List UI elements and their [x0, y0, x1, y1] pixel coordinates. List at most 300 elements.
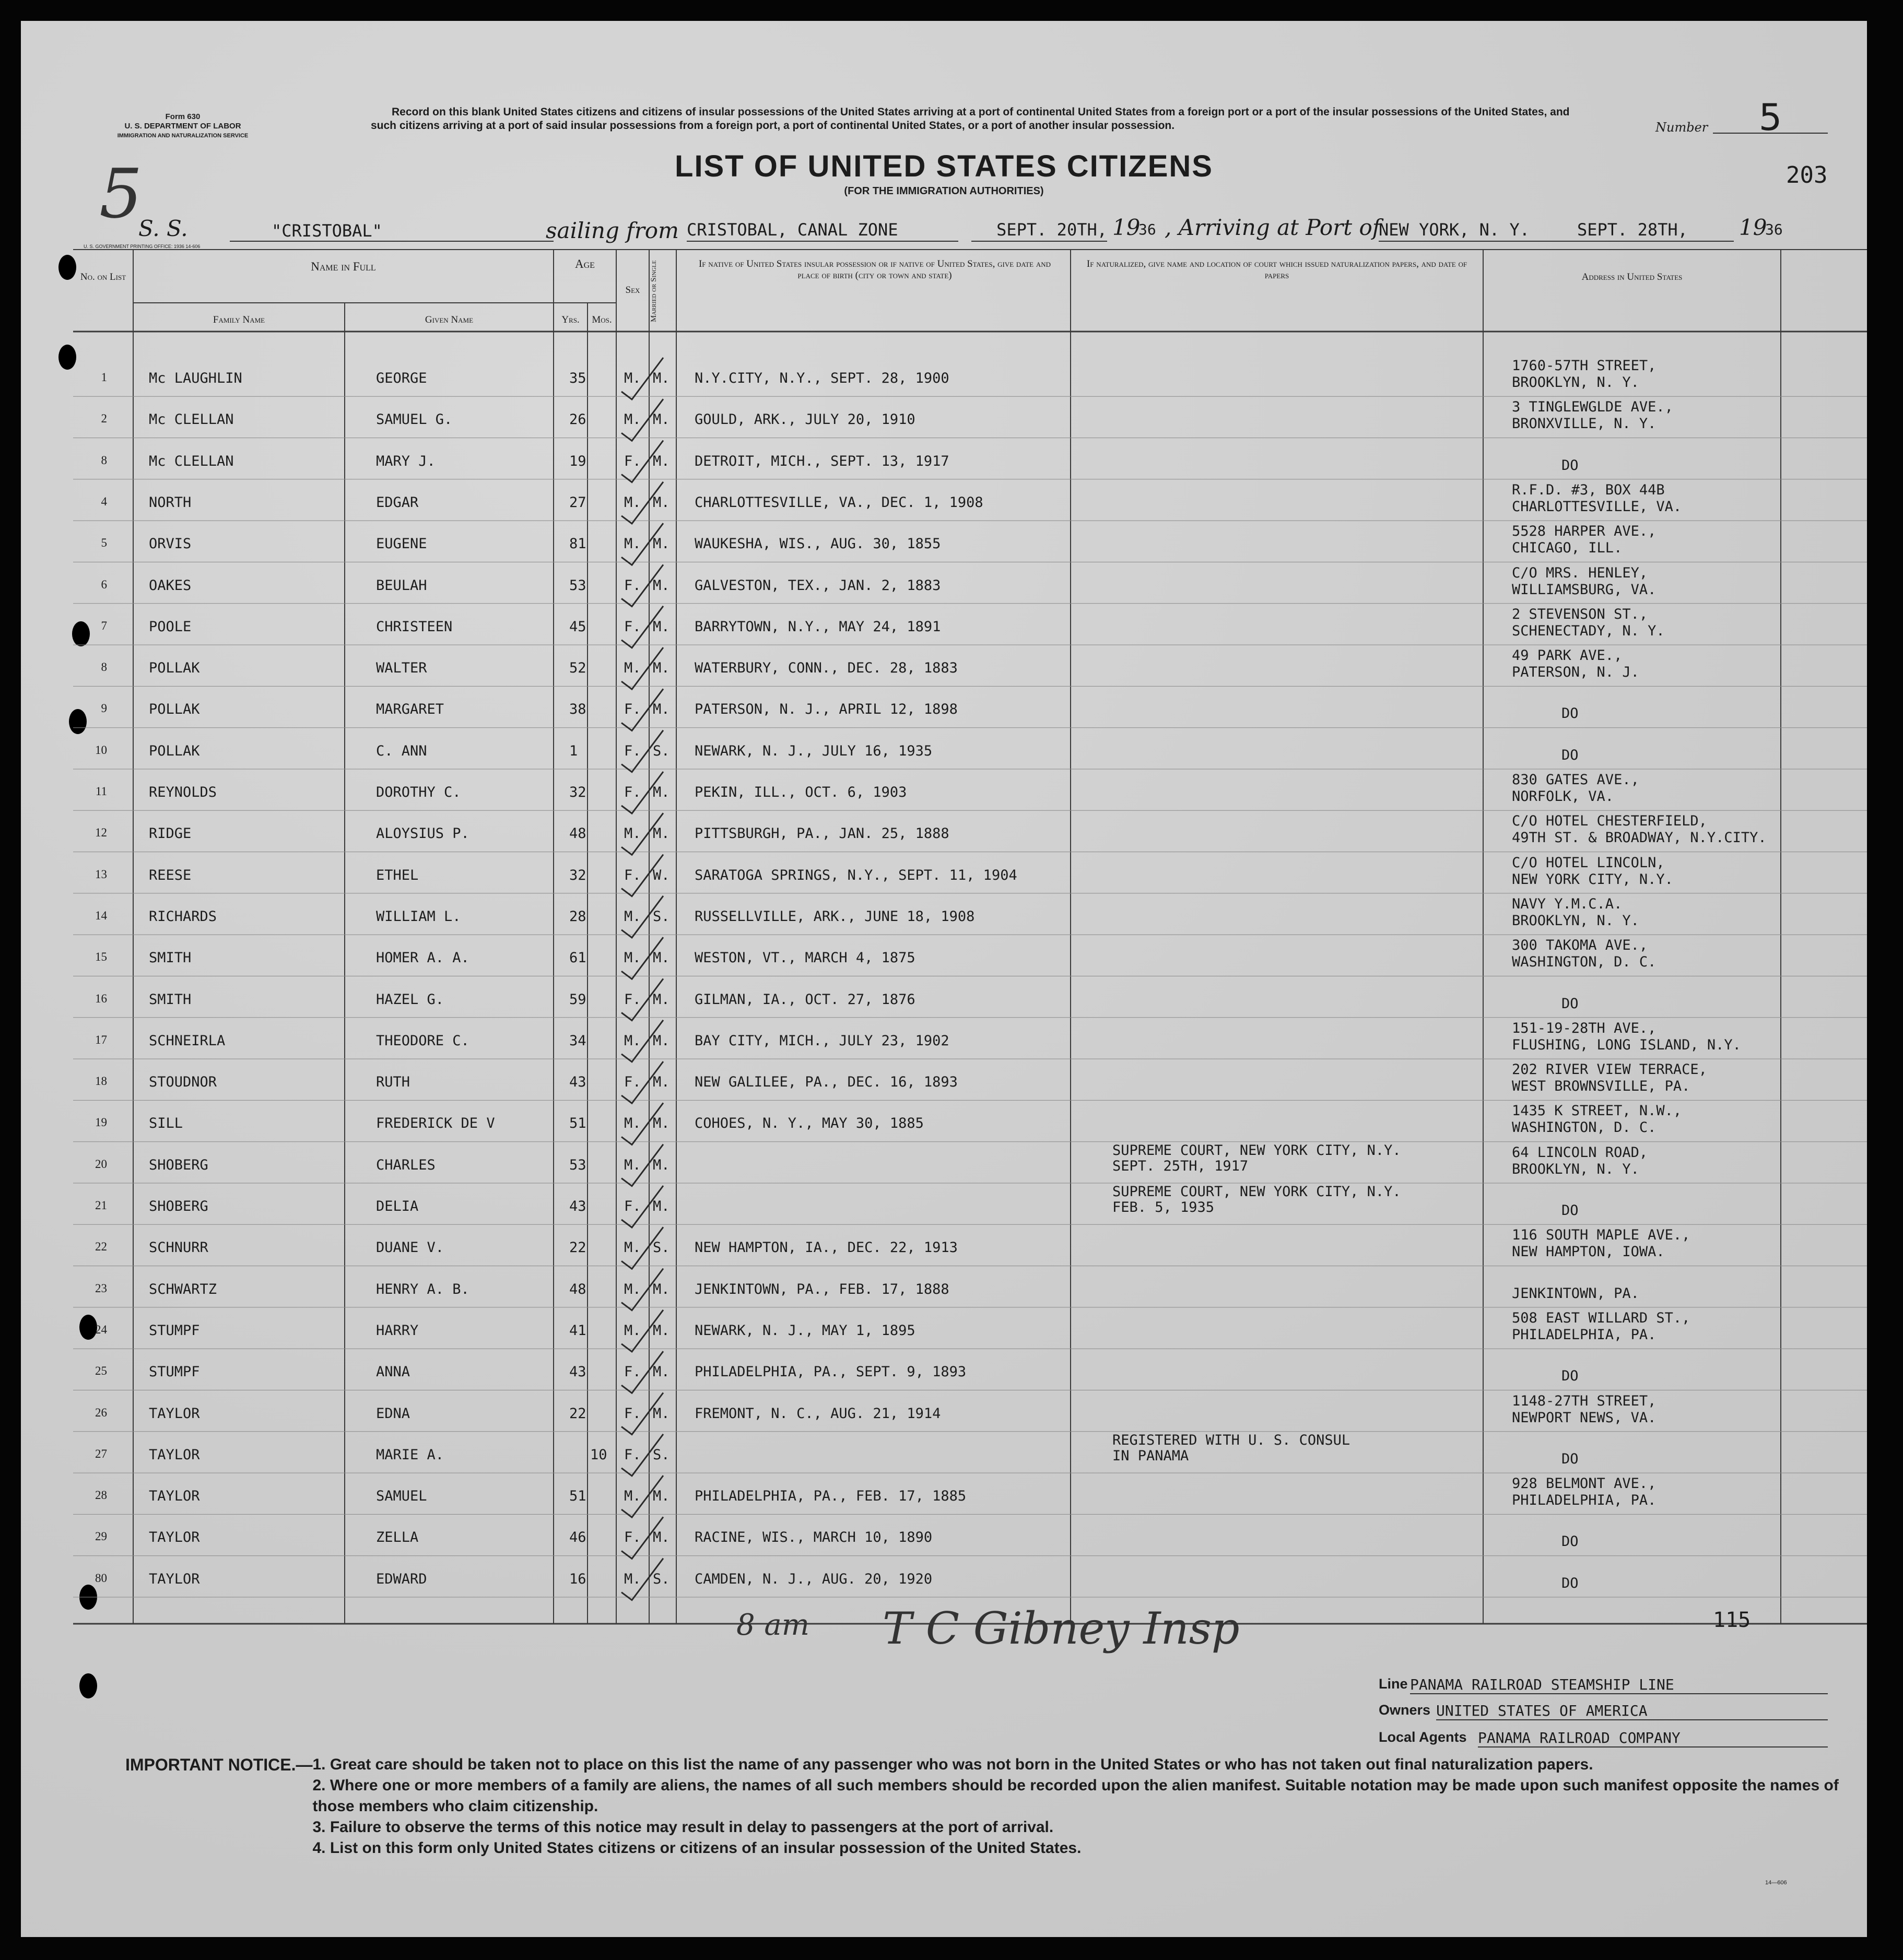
printer-note: U. S. GOVERNMENT PRINTING OFFICE: 1936 14-606	[84, 244, 201, 249]
cell-addr1: 2 STEVENSON ST.,	[1512, 606, 1648, 622]
cell-yrs: 34	[569, 1032, 586, 1049]
cell-addr2: DO	[1561, 1575, 1579, 1591]
cell-yrs: 43	[569, 1198, 586, 1214]
cell-family: SMITH	[149, 991, 192, 1008]
cell-given: HARRY	[376, 1322, 419, 1339]
cell-sex: F.	[624, 577, 641, 594]
cell-sex: F.	[624, 453, 641, 469]
margin-mark: 5	[99, 154, 143, 233]
cell-sex: M.	[624, 1156, 641, 1173]
cell-given: RUTH	[376, 1074, 410, 1091]
cell-addr2: NEWPORT NEWS, VA.	[1512, 1409, 1657, 1426]
cell-sex: M.	[624, 1571, 641, 1587]
cell-addr1: R.F.D. #3, BOX 44B	[1512, 481, 1665, 498]
cell-sex: F.	[624, 1405, 641, 1422]
cell-no: 28	[95, 1489, 107, 1502]
cell-addr2: DO	[1561, 1533, 1579, 1550]
cell-given: EDNA	[376, 1405, 410, 1422]
cell-birth: NEWARK, N. J., MAY 1, 1895	[695, 1322, 915, 1339]
cell-yrs: 52	[569, 660, 586, 677]
cell-ms: M.	[653, 411, 670, 428]
cell-addr2: NEW HAMPTON, IOWA.	[1512, 1244, 1665, 1260]
cell-addr2: PATERSON, N. J.	[1512, 664, 1639, 681]
cell-yrs: 61	[569, 950, 586, 966]
cell-ms: M.	[653, 1322, 670, 1339]
cell-family: POLLAK	[149, 660, 200, 677]
cell-addr2: DO	[1561, 747, 1579, 763]
cell-no: 16	[95, 991, 107, 1005]
cell-family: TAYLOR	[149, 1405, 200, 1422]
col-address: Address in United States	[1581, 271, 1683, 282]
cell-no: 29	[95, 1530, 107, 1543]
cell-nat2: IN PANAMA	[1112, 1447, 1189, 1464]
cell-sex: M.	[624, 660, 641, 677]
cell-addr2: NEW YORK CITY, N.Y.	[1512, 871, 1673, 888]
cell-addr2: FLUSHING, LONG ISLAND, N.Y.	[1512, 1036, 1741, 1053]
arrival-date: SEPT. 28TH,	[1577, 220, 1688, 240]
year-prefix-2: 19	[1739, 215, 1767, 240]
col-yrs: Yrs.	[561, 314, 580, 325]
cell-birth: RACINE, WIS., MARCH 10, 1890	[695, 1529, 933, 1546]
cell-sex: M.	[624, 1115, 641, 1132]
cell-ms: M.	[653, 660, 670, 677]
cell-given: FREDERICK DE V	[376, 1115, 495, 1132]
year-suffix: 36	[1138, 221, 1156, 238]
cell-given: DOROTHY C.	[376, 784, 461, 800]
cell-given: SAMUEL	[376, 1488, 427, 1505]
cell-addr2: 49TH ST. & BROADWAY, N.Y.CITY.	[1512, 830, 1767, 846]
cell-sex: M.	[624, 494, 641, 511]
cell-given: THEODORE C.	[376, 1032, 469, 1049]
cell-ms: M.	[653, 1198, 670, 1214]
cell-birth: N.Y.CITY, N.Y., SEPT. 28, 1900	[695, 370, 949, 386]
cell-family: SCHNEIRLA	[149, 1032, 226, 1049]
cell-sex: F.	[624, 618, 641, 635]
cell-no: 27	[95, 1447, 107, 1460]
cell-ms: S.	[653, 742, 670, 759]
cell-yrs: 28	[569, 908, 586, 925]
cell-family: STUMPF	[149, 1364, 200, 1380]
cell-addr2: BROOKLYN, N. Y.	[1512, 374, 1639, 391]
cell-addr2: PHILADELPHIA, PA.	[1512, 1492, 1657, 1509]
cell-birth: CHARLOTTESVILLE, VA., DEC. 1, 1908	[695, 494, 983, 511]
cell-given: WALTER	[376, 660, 427, 677]
cell-ms: M.	[653, 1115, 670, 1132]
cell-sex: F.	[624, 1364, 641, 1380]
cell-given: EDGAR	[376, 494, 419, 511]
cell-yrs: 53	[569, 1156, 586, 1173]
cell-no: 13	[95, 867, 107, 881]
manifest-sheet	[21, 21, 1867, 1937]
cell-family: TAYLOR	[149, 1488, 200, 1505]
owners-value: UNITED STATES OF AMERICA	[1436, 1702, 1828, 1720]
cell-ms: M.	[653, 1405, 670, 1422]
cell-ms: M.	[653, 1032, 670, 1049]
cell-yrs: 19	[569, 453, 586, 469]
cell-addr1: 3 TINGLEWGLDE AVE.,	[1512, 399, 1673, 416]
cell-sex: F.	[624, 867, 641, 883]
cell-sex: M.	[624, 825, 641, 842]
cell-family: REESE	[149, 867, 192, 883]
cell-no: 14	[95, 908, 107, 922]
cell-addr1: 928 BELMONT AVE.,	[1512, 1475, 1657, 1492]
cell-ms: M.	[653, 1156, 670, 1173]
owners-field	[1379, 1702, 1828, 1718]
cell-yrs: 45	[569, 618, 586, 635]
owners-label: Owners	[1379, 1702, 1431, 1718]
cell-ms: W.	[653, 867, 670, 883]
cell-no: 8	[101, 660, 107, 674]
cell-birth: GILMAN, IA., OCT. 27, 1876	[695, 991, 915, 1008]
cell-yrs: 43	[569, 1364, 586, 1380]
col-given-name: Given Name	[425, 314, 474, 325]
cell-addr1: C/O HOTEL LINCOLN,	[1512, 854, 1665, 871]
cell-addr1: 1148-27TH STREET,	[1512, 1392, 1657, 1409]
cell-given: HENRY A. B.	[376, 1281, 469, 1297]
cell-ms: M.	[653, 1529, 670, 1546]
form-number: Form 630	[165, 112, 201, 121]
col-name-in-full: Name in Full	[311, 260, 376, 273]
notice-3: 3. Failure to observe the terms of this notice may result in delay to passengers at the port of arrival.	[312, 1819, 1054, 1836]
cell-given: ANNA	[376, 1364, 410, 1380]
cell-nat1: REGISTERED WITH U. S. CONSUL	[1112, 1432, 1350, 1448]
cell-given: CHRISTEEN	[376, 618, 453, 635]
cell-ms: M.	[653, 577, 670, 594]
cell-addr2: JENKINTOWN, PA.	[1512, 1285, 1639, 1302]
cell-addr1: 151-19-28TH AVE.,	[1512, 1020, 1657, 1036]
cell-family: SHOBERG	[149, 1198, 208, 1214]
cell-addr2: WASHINGTON, D. C.	[1512, 954, 1657, 971]
cell-given: EUGENE	[376, 536, 427, 552]
year-prefix: 19	[1112, 215, 1141, 240]
cell-no: 12	[95, 826, 107, 840]
cell-no: 9	[101, 702, 107, 715]
cell-addr2: BROOKLYN, N. Y.	[1512, 912, 1639, 929]
cell-ms: M.	[653, 1281, 670, 1297]
cell-sex: M.	[624, 950, 641, 966]
cell-yrs: 46	[569, 1529, 586, 1546]
cell-addr2: CHARLOTTESVILLE, VA.	[1512, 498, 1682, 515]
cell-given: CHARLES	[376, 1156, 436, 1173]
cell-family: RICHARDS	[149, 908, 217, 925]
inspector-signature: T C Gibney Insp	[883, 1603, 1240, 1654]
cell-family: SILL	[149, 1115, 183, 1132]
cell-yrs: 1	[569, 742, 578, 759]
cell-family: NORTH	[149, 494, 192, 511]
cell-given: WILLIAM L.	[376, 908, 461, 925]
cell-ms: M.	[653, 701, 670, 718]
cell-no: 25	[95, 1364, 107, 1378]
cell-given: MARGARET	[376, 701, 444, 718]
cell-no: 26	[95, 1406, 107, 1419]
cell-addr2: DO	[1561, 705, 1579, 722]
cell-addr2: DO	[1561, 1202, 1579, 1219]
cell-no: 22	[95, 1240, 107, 1254]
cell-given: GEORGE	[376, 370, 427, 386]
col-sex: Sex	[625, 285, 640, 296]
sailing-from-label: sailing from	[546, 218, 679, 243]
cell-given: BEULAH	[376, 577, 427, 594]
notice-title: IMPORTANT NOTICE.—	[125, 1755, 313, 1774]
cell-nat2: FEB. 5, 1935	[1112, 1199, 1215, 1215]
cell-ms: M.	[653, 991, 670, 1008]
cell-ms: M.	[653, 1488, 670, 1505]
cell-sex: M.	[624, 411, 641, 428]
cell-sex: M.	[624, 370, 641, 386]
notice-4: 4. List on this form only United States citizens or citizens of an insular possession of the United States.	[312, 1839, 1082, 1857]
cell-sex: F.	[624, 991, 641, 1008]
number-value: 5	[1713, 104, 1828, 134]
page-title: LIST OF UNITED STATES CITIZENS	[675, 149, 1213, 183]
cell-yrs: 22	[569, 1239, 586, 1256]
cell-given: MARY J.	[376, 453, 436, 469]
cell-birth: GALVESTON, TEX., JAN. 2, 1883	[695, 577, 941, 594]
cell-sex: F.	[624, 742, 641, 759]
cell-addr2: BRONXVILLE, N. Y.	[1512, 416, 1657, 432]
cell-family: TAYLOR	[149, 1446, 200, 1463]
line-value: PANAMA RAILROAD STEAMSHIP LINE	[1410, 1676, 1828, 1694]
cell-birth: NEWARK, N. J., JULY 16, 1935	[695, 742, 933, 759]
cell-ms: S.	[653, 1239, 670, 1256]
col-age: Age	[575, 257, 595, 270]
cell-addr2: WILLIAMSBURG, VA.	[1512, 581, 1657, 598]
cell-addr2: PHILADELPHIA, PA.	[1512, 1326, 1657, 1343]
cell-family: Mc LAUGHLIN	[149, 370, 242, 386]
cell-family: Mc CLELLAN	[149, 411, 234, 428]
cell-ms: M.	[653, 950, 670, 966]
cell-birth: CAMDEN, N. J., AUG. 20, 1920	[695, 1571, 933, 1587]
cell-addr1: 64 LINCOLN ROAD,	[1512, 1144, 1648, 1161]
cell-family: POLLAK	[149, 742, 200, 759]
cell-ms: S.	[653, 1571, 670, 1587]
cell-given: SAMUEL G.	[376, 411, 453, 428]
cell-birth: NEW HAMPTON, IA., DEC. 22, 1913	[695, 1239, 958, 1256]
cell-addr2: WASHINGTON, D. C.	[1512, 1119, 1657, 1136]
cell-family: TAYLOR	[149, 1529, 200, 1546]
service: IMMIGRATION AND NATURALIZATION SERVICE	[117, 133, 249, 139]
cell-birth: WATERBURY, CONN., DEC. 28, 1883	[695, 660, 958, 677]
cell-given: ETHEL	[376, 867, 419, 883]
cell-addr2: NORFOLK, VA.	[1512, 788, 1614, 805]
form-code: 14—606	[1765, 1880, 1787, 1886]
cell-mos: 10	[590, 1446, 607, 1463]
cell-no: 18	[95, 1075, 107, 1088]
page-subtitle: (FOR THE IMMIGRATION AUTHORITIES)	[844, 185, 1044, 197]
cell-addr2: DO	[1561, 1368, 1579, 1385]
cell-yrs: 32	[569, 867, 586, 883]
cell-given: HOMER A. A.	[376, 950, 469, 966]
arriving-label: , Arriving at Port of	[1165, 215, 1381, 240]
cell-no: 20	[95, 1157, 107, 1171]
cell-no: 17	[95, 1033, 107, 1046]
arrival-port-text: NEW YORK, N. Y.	[1379, 220, 1530, 240]
cell-sex: F.	[624, 1446, 641, 1463]
cell-yrs: 32	[569, 784, 586, 800]
cell-no: 5	[101, 536, 107, 550]
cell-addr1: 202 RIVER VIEW TERRACE,	[1512, 1061, 1707, 1078]
cell-birth: WAUKESHA, WIS., AUG. 30, 1855	[695, 536, 941, 552]
number-label: Number	[1655, 120, 1708, 135]
agents-label: Local Agents	[1379, 1729, 1467, 1745]
cell-addr2: DO	[1561, 457, 1579, 474]
line-label: Line	[1379, 1676, 1408, 1692]
cell-birth: PHILADELPHIA, PA., SEPT. 9, 1893	[695, 1364, 967, 1380]
cell-yrs: 26	[569, 411, 586, 428]
cell-birth: PITTSBURGH, PA., JAN. 25, 1888	[695, 825, 949, 842]
cell-family: POOLE	[149, 618, 192, 635]
cell-yrs: 38	[569, 701, 586, 718]
cell-no: 6	[101, 577, 107, 591]
cell-birth: PATERSON, N. J., APRIL 12, 1898	[695, 701, 958, 718]
cell-family: ORVIS	[149, 536, 192, 552]
cell-no: 21	[95, 1199, 107, 1212]
cell-addr1: 49 PARK AVE.,	[1512, 647, 1623, 664]
cell-ms: M.	[653, 825, 670, 842]
cell-family: STOUDNOR	[149, 1074, 217, 1091]
cell-family: OAKES	[149, 577, 192, 594]
cell-no: 11	[95, 785, 107, 798]
cell-ms: M.	[653, 494, 670, 511]
cell-no: 19	[95, 1116, 107, 1129]
cell-sex: F.	[624, 701, 641, 718]
cell-birth: WESTON, VT., MARCH 4, 1875	[695, 950, 915, 966]
cell-no: 1	[101, 371, 107, 384]
cell-given: MARIE A.	[376, 1446, 444, 1463]
cell-yrs: 51	[569, 1115, 586, 1132]
cell-sex: F.	[624, 1529, 641, 1546]
cell-nat1: SUPREME COURT, NEW YORK CITY, N.Y.	[1112, 1184, 1401, 1200]
cell-family: STUMPF	[149, 1322, 200, 1339]
cell-sex: M.	[624, 1488, 641, 1505]
col-mos: Mos.	[592, 314, 612, 325]
cell-given: HAZEL G.	[376, 991, 444, 1008]
cell-ms: M.	[653, 453, 670, 469]
cell-addr2: WEST BROWNSVILLE, PA.	[1512, 1078, 1690, 1095]
cell-family: SCHWARTZ	[149, 1281, 217, 1297]
cell-family: TAYLOR	[149, 1571, 200, 1587]
col-family-name: Family Name	[213, 314, 265, 325]
cell-birth: BARRYTOWN, N.Y., MAY 24, 1891	[695, 618, 941, 635]
cell-yrs: 48	[569, 825, 586, 842]
cell-given: EDWARD	[376, 1571, 427, 1587]
cell-yrs: 59	[569, 991, 586, 1008]
cell-addr1: 5528 HARPER AVE.,	[1512, 523, 1657, 540]
sailing-date: SEPT. 20TH,	[971, 220, 1107, 242]
stamp-number: 203	[1786, 162, 1828, 188]
cell-sex: M.	[624, 1239, 641, 1256]
important-notice	[125, 1754, 1849, 1859]
cell-no: 2	[101, 412, 107, 426]
cell-yrs: 43	[569, 1074, 586, 1091]
cell-family: RIDGE	[149, 825, 192, 842]
notice-2: 2. Where one or more members of a family are aliens, the names of all such members should be recorded upon the alien manifest. Suitable notation may be made upon such manifest opposite the names of those members who claim citizenship.	[312, 1777, 1839, 1815]
cell-birth: SARATOGA SPRINGS, N.Y., SEPT. 11, 1904	[695, 867, 1017, 883]
cell-given: ALOYSIUS P.	[376, 825, 469, 842]
cell-ms: M.	[653, 784, 670, 800]
cell-no: 8	[101, 453, 107, 467]
cell-birth: GOULD, ARK., JULY 20, 1910	[695, 411, 915, 428]
cell-birth: DETROIT, MICH., SEPT. 13, 1917	[695, 453, 949, 469]
cell-no: 23	[95, 1281, 107, 1295]
cell-addr2: CHICAGO, ILL.	[1512, 540, 1623, 557]
cell-family: Mc CLELLAN	[149, 453, 234, 469]
ship-name: "CRISTOBAL"	[230, 221, 554, 242]
col-birth: If native of United States insular possession or if native of United States, give date and place of birth (city or town and state)	[698, 258, 1051, 281]
cell-yrs: 35	[569, 370, 586, 386]
cell-given: ZELLA	[376, 1529, 419, 1546]
cell-given: DUANE V.	[376, 1239, 444, 1256]
cell-sex: M.	[624, 536, 641, 552]
cell-ms: S.	[653, 1446, 670, 1463]
cell-sex: M.	[624, 1281, 641, 1297]
cell-family: POLLAK	[149, 701, 200, 718]
cell-birth: PEKIN, ILL., OCT. 6, 1903	[695, 784, 907, 800]
cell-addr1: 508 EAST WILLARD ST.,	[1512, 1309, 1690, 1326]
cell-yrs: 16	[569, 1571, 586, 1587]
cell-addr2: BROOKLYN, N. Y.	[1512, 1161, 1639, 1177]
cell-no: 15	[95, 950, 107, 964]
cell-ms: M.	[653, 1364, 670, 1380]
cell-given: C. ANN	[376, 742, 427, 759]
cell-birth: BAY CITY, MICH., JULY 23, 1902	[695, 1032, 949, 1049]
cell-ms: S.	[653, 908, 670, 925]
cell-family: REYNOLDS	[149, 784, 217, 800]
cell-sex: M.	[624, 1032, 641, 1049]
col-married-or-single: Married or Single	[650, 260, 658, 322]
cell-yrs: 81	[569, 536, 586, 552]
cell-birth: COHOES, N. Y., MAY 30, 1885	[695, 1115, 924, 1132]
cell-no: 4	[101, 494, 107, 508]
cell-addr1: 116 SOUTH MAPLE AVE.,	[1512, 1227, 1690, 1244]
cell-family: SHOBERG	[149, 1156, 208, 1173]
cell-sex: F.	[624, 1074, 641, 1091]
line-field	[1379, 1676, 1828, 1692]
cell-birth: FREMONT, N. C., AUG. 21, 1914	[695, 1405, 941, 1422]
cell-family: SCHNURR	[149, 1239, 208, 1256]
cell-no: 24	[95, 1323, 107, 1336]
cell-family: SMITH	[149, 950, 192, 966]
cell-addr1: 1435 K STREET, N.W.,	[1512, 1103, 1682, 1119]
cell-addr2: SCHENECTADY, N. Y.	[1512, 622, 1665, 639]
sailing-from: CRISTOBAL, CANAL ZONE	[687, 220, 958, 242]
cell-yrs: 51	[569, 1488, 586, 1505]
cell-ms: M.	[653, 370, 670, 386]
cell-birth: JENKINTOWN, PA., FEB. 17, 1888	[695, 1281, 949, 1297]
handwritten-time: 8 am	[736, 1608, 809, 1642]
col-no-on-list: No. on List	[80, 271, 126, 282]
cell-no: 10	[95, 743, 107, 757]
cell-addr1: 830 GATES AVE.,	[1512, 772, 1639, 788]
cell-yrs: 27	[569, 494, 586, 511]
cell-birth: NEW GALILEE, PA., DEC. 16, 1893	[695, 1074, 958, 1091]
agents-field	[1379, 1729, 1828, 1745]
ss-label: S. S.	[138, 216, 188, 241]
cell-yrs: 53	[569, 577, 586, 594]
cell-yrs: 48	[569, 1281, 586, 1297]
cell-addr1: C/O MRS. HENLEY,	[1512, 564, 1648, 581]
cell-ms: M.	[653, 618, 670, 635]
cell-nat1: SUPREME COURT, NEW YORK CITY, N.Y.	[1112, 1142, 1401, 1159]
cell-birth: PHILADELPHIA, PA., FEB. 17, 1885	[695, 1488, 967, 1505]
cell-no: 7	[101, 619, 107, 632]
cell-addr1: 300 TAKOMA AVE.,	[1512, 937, 1648, 954]
cell-addr1: 1760-57TH STREET,	[1512, 358, 1657, 374]
cell-addr2: DO	[1561, 995, 1579, 1012]
cell-birth: RUSSELLVILLE, ARK., JUNE 18, 1908	[695, 908, 975, 925]
cell-yrs: 22	[569, 1405, 586, 1422]
cell-yrs: 41	[569, 1322, 586, 1339]
col-naturalized: If naturalized, give name and location of court which issued naturalization papers, and date of papers	[1086, 258, 1467, 281]
